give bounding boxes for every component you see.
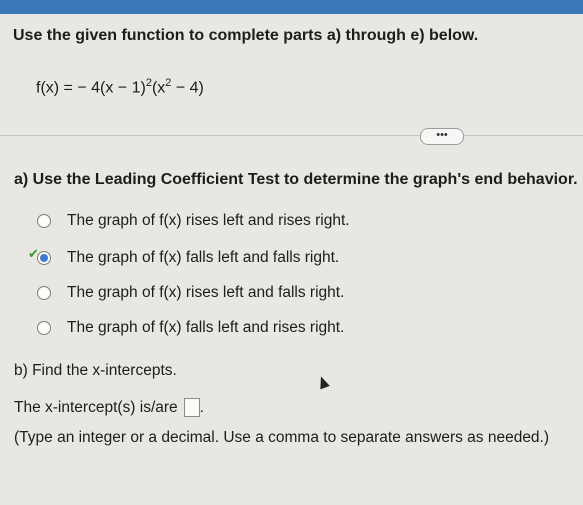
section-divider [0, 135, 583, 136]
option-rises-left-falls-right[interactable] [37, 283, 344, 303]
question-prompt: Use the given function to complete parts a) through e) below. [13, 27, 479, 44]
radio-button[interactable] [37, 214, 51, 228]
top-bar [0, 0, 583, 14]
answer-suffix: . [199, 398, 204, 416]
option-rises-left-rises-right[interactable] [37, 211, 350, 231]
answer-hint: (Type an integer or a decimal. Use a comma to separate answers as needed.) [14, 429, 550, 446]
option-label: The graph of f(x) falls left and falls right. [67, 249, 340, 266]
option-label: The graph of f(x) rises left and rises right. [67, 212, 350, 229]
check-icon: ✔ [28, 246, 39, 261]
mouse-cursor-icon [316, 375, 330, 390]
more-button[interactable]: ••• [420, 128, 464, 145]
option-falls-left-rises-right[interactable] [37, 318, 344, 338]
option-falls-left-falls-right[interactable] [28, 246, 340, 268]
option-label: The graph of f(x) falls left and rises right. [67, 319, 345, 336]
radio-button[interactable] [37, 321, 51, 335]
radio-button[interactable] [37, 286, 51, 300]
part-a-question: a) Use the Leading Coefficient Test to determine the graph's end behavior. [14, 171, 578, 188]
answer-input[interactable] [184, 398, 200, 417]
answer-line [14, 398, 204, 417]
function-expression: f(x) = − $4(x - 1)^2(x^2 - 4)$ [36, 77, 204, 97]
part-b-question: b) Find the x-intercepts. [14, 362, 177, 379]
radio-button-selected[interactable] [28, 246, 51, 265]
answer-prefix: The x-intercept(s) is/are [14, 398, 178, 416]
option-label: The graph of f(x) rises left and falls right. [67, 284, 345, 301]
